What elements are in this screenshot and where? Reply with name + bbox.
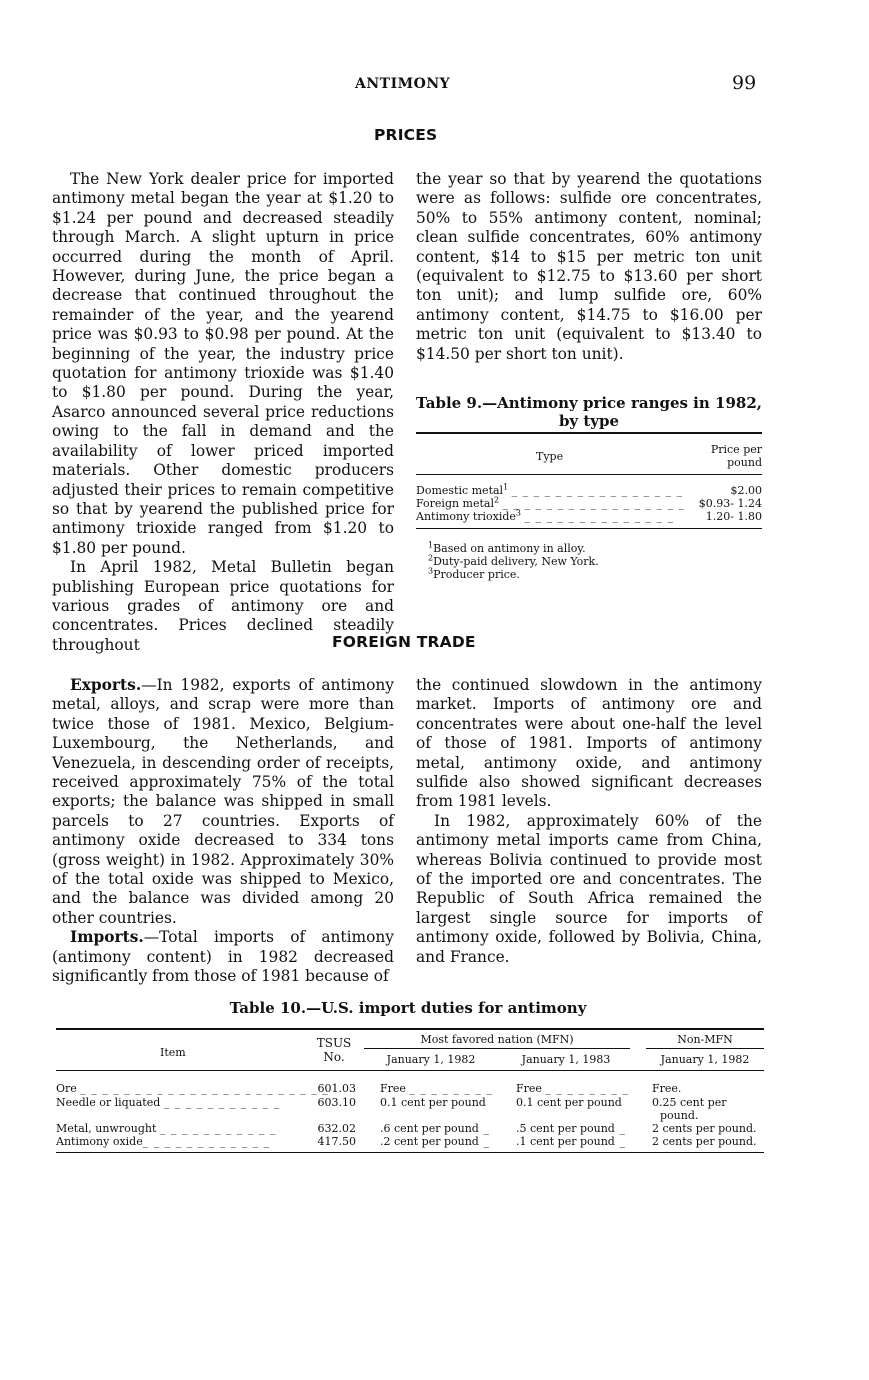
table10 (56, 1028, 764, 1154)
table10-mfn-1983-cell: .1 cent per pound _ (516, 1135, 626, 1148)
table10-title: Table 10.—U.S. import duties for antimony (229, 999, 587, 1017)
table-row: Foreign metal$^2$ _ _ _ _ _ _ _ _ _ _ _ _ _ _ _ _ _ (416, 495, 686, 510)
imports-paragraph (52, 928, 394, 986)
footnote-mark: 2 (428, 553, 434, 563)
table10-non-mfn: Free. (652, 1082, 682, 1095)
table10-tsus: 417.50 (317, 1135, 356, 1148)
table9-top-rule (416, 432, 762, 434)
table10-item: Ore (56, 1082, 77, 1095)
import-sources-paragraph: In 1982, approximately 60% of the antimony metal imports came from China, whereas Bolivia continued to provide most of the imported ore and concentrates. The Republic of South Africa remained the largest single source for imports of antimony oxide, followed by Bolivia, China, and France. (416, 811, 762, 966)
table10-item: Antimony oxide (56, 1135, 143, 1148)
table10-mfn-1982: 0.1 cent per pound (380, 1096, 486, 1109)
table10-mfn-1983: 0.1 cent per pound (516, 1096, 622, 1109)
table10-header-mfn: Most favored nation (MFN) (420, 1033, 574, 1046)
table10-header-non-mfn-1982: January 1, 1982 (660, 1053, 750, 1066)
footnote-text: Based on antimony in alloy. (433, 542, 586, 555)
table10-mfn-rule (364, 1048, 630, 1049)
prices-heading: PRICES (374, 126, 438, 144)
table9-row-label: Domestic metal (416, 484, 504, 497)
footnote-mark: 1 (503, 482, 509, 492)
table10-item: Needle or liquated (56, 1096, 161, 1109)
prices-left-column (52, 170, 394, 655)
table10-mfn-1983-cell: Free _ _ _ _ _ _ _ _ (516, 1082, 629, 1095)
footnote-mark: 1 (428, 540, 434, 550)
table10-non-mfn: 2 cents per pound. (652, 1135, 757, 1148)
table10-tsus: 601.03 (317, 1082, 356, 1095)
table9-footnote-3 (428, 568, 762, 581)
table10-top-rule (56, 1028, 764, 1030)
table10-mfn-1982: .6 cent per pound (380, 1122, 479, 1135)
table10-header-non-mfn: Non-MFN (677, 1033, 733, 1046)
table10-mfn-1982-cell: .2 cent per pound _ (380, 1135, 490, 1148)
page-number: 99 (732, 72, 757, 94)
table10-mfn-1983: Free (516, 1082, 542, 1095)
table10-mfn-1983-cell: .5 cent per pound _ (516, 1122, 626, 1135)
table9-title (416, 394, 762, 430)
table9-row-value: $0.93- 1.24 (698, 497, 762, 510)
table10-header-rule (56, 1070, 764, 1071)
table9 (416, 432, 762, 532)
table10-mfn-1983: .1 cent per pound (516, 1135, 615, 1148)
prices-paragraph-2: In April 1982, Metal Bulletin began publishing European price quotations for various grades of antimony ore and concentrates. Prices declined steadily throughout (52, 558, 394, 654)
table10-non-mfn: 0.25 cent per (652, 1096, 727, 1109)
table-row: Antimony trioxide$^3$ _ _ _ _ _ _ _ _ _ _ _ _ _ _ (416, 508, 674, 523)
imports-label: Imports. (70, 928, 144, 947)
prices-right-column (416, 170, 762, 364)
table10-bottom-rule (56, 1152, 764, 1153)
table9-row-value: $2.00 (730, 484, 762, 497)
table9-footnotes (428, 542, 762, 581)
table10-mfn-1982-cell: Free _ _ _ _ _ _ _ _ (380, 1082, 493, 1095)
table9-row-value: 1.20- 1.80 (705, 510, 762, 523)
table-row: Metal, unwrought _ _ _ _ _ _ _ _ _ _ _ (56, 1122, 277, 1135)
exports-paragraph (52, 676, 394, 928)
table9-title-line1: Table 9.—Antimony price ranges in 1982, (416, 394, 762, 412)
table10-tsus: 632.02 (317, 1122, 356, 1135)
foreign-trade-left-column (52, 676, 394, 987)
table10-header-tsus (312, 1036, 356, 1064)
foreign-trade-heading: FOREIGN TRADE (332, 633, 476, 651)
footnote-mark: 3 (515, 508, 522, 518)
table9-bottom-rule (416, 528, 762, 529)
prices-paragraph-3: the year so that by yearend the quotations were as follows: sulfide ore concentrates, 50% to 55% antimony content, nominal; clean sulfide concentrates, 60% antimony content, $14 to $15 per metric ton unit (equivalent to $12.75 to $13.60 per short ton unit); and lump sulfide ore, 60% antimony content, $14.75 to $16.00 per metric ton unit (equivalent to $13.40 to $14.50 per short ton unit). (416, 170, 762, 363)
table-row: Ore _ _ _ _ _ _ _ _ _ _ _ _ _ _ _ _ _ _ _ _ _ _ _ (56, 1082, 329, 1095)
footnote-mark: 3 (428, 566, 434, 576)
table9-title-line2: by type (558, 412, 620, 430)
table9-header-price (686, 443, 762, 469)
imports-text: —Total imports of antimony (antimony content) in 1982 decreased significantly from those of 1981 because of (52, 928, 394, 986)
table10-mfn-1982: Free (380, 1082, 406, 1095)
table10-header-item: Item (160, 1046, 186, 1059)
table10-header-tsus-line2: No. (323, 1050, 345, 1064)
table10-header-mfn-1982: January 1, 1982 (386, 1053, 476, 1066)
table-row: Needle or liquated _ _ _ _ _ _ _ _ _ _ _ (56, 1096, 281, 1109)
table9-header-price-line2: pound (727, 456, 762, 469)
table-row: Antimony oxide_ _ _ _ _ _ _ _ _ _ _ _ (56, 1135, 271, 1148)
imports-continued-paragraph: the continued slowdown in the antimony market. Imports of antimony ore and concentrates were about one-half the level of those of 1981. Imports of antimony metal, antimony oxide, and antimony sulfide also showed significant decreases from 1981 levels. (416, 676, 762, 811)
table10-item: Metal, unwrought (56, 1122, 157, 1135)
table10-mfn-1983: .5 cent per pound (516, 1122, 615, 1135)
running-title: ANTIMONY (355, 76, 451, 92)
table10-header-tsus-line1: TSUS (316, 1036, 352, 1050)
table10-header-mfn-1983: January 1, 1983 (521, 1053, 611, 1066)
footnote-mark: 2 (494, 495, 500, 505)
table10-non-mfn-continued: pound. (660, 1109, 699, 1122)
table9-footnote-2 (428, 555, 762, 568)
table10-non-mfn-rule (646, 1048, 764, 1049)
table10-non-mfn: 2 cents per pound. (652, 1122, 757, 1135)
table9-header-rule (416, 474, 762, 475)
prices-paragraph-1: The New York dealer price for imported antimony metal began the year at $1.20 to $1.24 per pound and decreased steadily through March. A slight upturn in price occurred during the month of April. However, during June, the price began a decrease that continued throughout the remainder of the year, and the yearend price was $0.93 to $0.98 per pound. At the beginning of the year, the industry price quotation for antimony trioxide was $1.40 to $1.80 per pound. During the year, Asarco announced several price reductions owing to the fall in demand and the availability of lower priced imported materials. Other domestic producers adjusted their prices to remain competitive so that by yearend the published price for antimony trioxide ranged from $1.20 to $1.80 per pound. (52, 170, 394, 557)
foreign-trade-right-column (416, 676, 762, 967)
table-row: Domestic metal$^1$ _ _ _ _ _ _ _ _ _ _ _ _ _ _ _ _ (416, 482, 684, 497)
table10-mfn-1982: .2 cent per pound (380, 1135, 479, 1148)
footnote-text: Producer price. (433, 568, 520, 581)
exports-text: —In 1982, exports of antimony metal, alloys, and scrap were more than twice those of 1981. Mexico, Belgium-Luxembourg, the Netherlands, and Venezuela, in descending order of receipts, received approximately 75% of the total exports; the balance was shipped in small parcels to 27 countries. Exports of antimony oxide decreased to 334 tons (gross weight) in 1982. Approximately 30% of the total oxide was shipped to Mexico, and the balance was divided among 20 other countries. (52, 676, 394, 927)
table10-mfn-1982-cell: .6 cent per pound _ (380, 1122, 490, 1135)
footnote-text: Duty-paid delivery, New York. (433, 555, 599, 568)
exports-label: Exports. (70, 676, 142, 694)
table9-footnote-1 (428, 542, 762, 555)
table10-tsus: 603.10 (317, 1096, 356, 1109)
table9-row-label: Antimony trioxide (416, 510, 516, 523)
table9-row-label: Foreign metal (416, 497, 494, 510)
table9-header-price-line1: Price per (710, 443, 762, 456)
table9-header-type: Type (536, 450, 564, 463)
